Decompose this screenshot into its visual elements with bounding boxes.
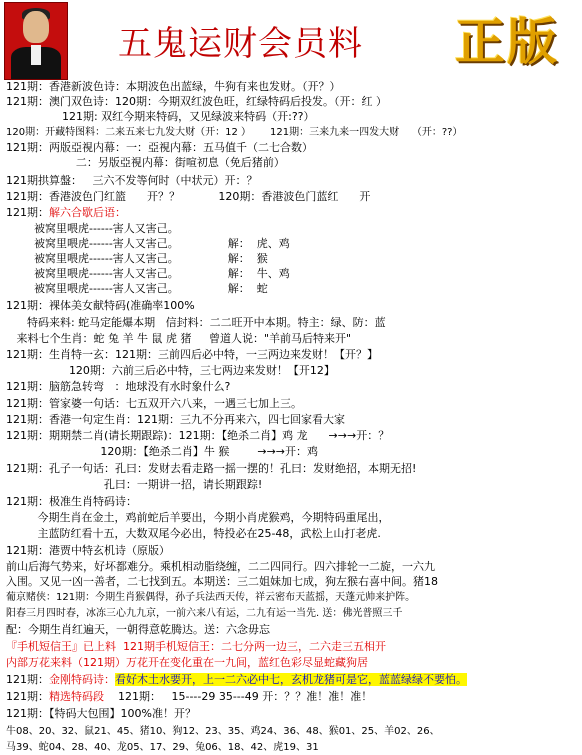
text-line: 121期：生肖特一玄：121期：三前四后必中特，一三两边来发财！【开？】 <box>6 348 378 361</box>
text-line: 二：另版亞視内幕：街喧初息（免后猪前） <box>6 156 285 169</box>
text-line: 120期：开藏特图料：二来五来七九发大财（开：12 ） 121期：三来九来一四发大财 （开：??） <box>6 127 463 138</box>
text-line: 120期：六前三后必中特，三七两边来发财！【开12】 <box>6 364 335 377</box>
section-label: 121期： <box>6 206 49 219</box>
section-heading: 金刚特码诗： <box>49 673 115 686</box>
text-line: 121期：管家婆一句话：七五双开六八来，一遇三七加上三。 <box>6 397 302 410</box>
text-line: 特码来料: 蛇马定能爆本期 信封料：二二旺开中本期。特主：绿、防：蓝 <box>6 316 386 329</box>
section-label: 121期： <box>6 673 49 686</box>
text-line: 121期：裸体美女献特码(准确率100% <box>6 299 195 312</box>
text-line: 121期：【特码大包围】100%准！开？ <box>6 707 196 720</box>
text-line: 被窝里喂虎------害人又害己。 解： 虎、鸡 <box>6 237 290 250</box>
text-line: 今期生肖在金土，鸡前蛇后羊要出，今期小肖虎猴鸡，今期特码重尾出， <box>6 511 390 524</box>
text-line: 121期：脑筋急转弯 ：地球没有水时象什么? <box>6 380 231 393</box>
section-label: 121期： <box>6 690 49 703</box>
portrait-face <box>23 11 49 43</box>
text-line: 121期：澳门双色诗：120期：今期双红波色旺，红绿特码后投发。（开：红 ） <box>6 95 387 108</box>
authentic-badge: 正版 <box>455 12 559 71</box>
section-body: 121期： 15----29 35---49 开：？？准！准！准！ <box>104 690 373 703</box>
text-line: 被窝里喂虎------害人又害己。 解： 蛇 <box>6 282 268 295</box>
text-line: 阳春三月四时春，冰冻三心九九京，一前六来八有运，二九有运一当先. 送：佛光普照三千 <box>6 608 403 619</box>
text-line: 牛08、20、32、鼠21、45、猪10、狗12、23、35、鸡24、36、48、猴01、25、羊02、26、 <box>6 726 440 737</box>
text-line: 121期：孔子一句话：孔曰：发财去看走路一摇一摆的！孔曰：发财绝招，本期无招! <box>6 462 417 475</box>
portrait-photo <box>4 2 68 80</box>
page-header <box>0 0 582 80</box>
text-line: 被窝里喂虎------害人又害己。 <box>6 222 179 235</box>
text-line: 121期: 双红今期来特码，又见绿波来特码（开:??） <box>6 110 315 123</box>
text-line: 被窝里喂虎------害人又害己。 解： 猴 <box>6 252 268 265</box>
text-line: 内部万花来料（121期）万花开在变化重在一九间，蓝红色彩尽显蛇藏狗居 <box>6 656 368 669</box>
text-line: 主蓝防红看十五，大数双尾今必出，特投必在25-48，武松上山打老虎. <box>6 527 381 540</box>
text-line: 入围。又见一凶一善者，二七找到五。本期送：三二姐妹加七成，狗左猴右喜中间。猪18 <box>6 575 438 588</box>
text-line <box>6 690 372 704</box>
text-line: 『手机短信王』已上料 121期手机短信王：二七分两一边三，二六走三五相开 <box>6 640 386 653</box>
text-line <box>6 673 467 687</box>
text-line: 120期：【绝杀二肖】牛 猴 →→→开：鸡 <box>6 445 319 458</box>
text-line: 马39、蛇04、28、40、龙05、17、29、兔06、18、42、虎19、31 <box>6 742 319 753</box>
text-line: 前山后海气势来，好坏都难分。乘机相动脂绕缠，二二四同行。四六排轮一二旋，一六九 <box>6 560 435 573</box>
text-line: 葡京赌侠：121期：今期生肖猴偶得，孙子兵法西天传，祥云密布天蓝摇，天蓬元帅来护阵。 <box>6 592 416 603</box>
text-line: 配：今期生肖红遍天，一朝得意乾腾达。送：六念毋忘 <box>6 623 270 636</box>
text-line: 121期：港贾中特玄机诗（原版） <box>6 544 170 557</box>
text-line: 121期：香港波色门红篮 开？？ 120期：香港波色门蓝红 开 <box>6 190 371 203</box>
section-heading: 精选特码段 <box>49 690 104 703</box>
text-line: 121期：极准生肖特码诗： <box>6 495 137 508</box>
text-line: 121期：期期禁二肖(请长期跟踪)：121期：【绝杀二肖】鸡 龙 →→→开：？ <box>6 429 390 442</box>
text-line: 121期：香港一句定生肖：121期：三九不分再来六，四七回家看大家 <box>6 413 345 426</box>
section-heading: 解六合歇后语： <box>49 206 126 219</box>
text-line: 121期：两版亞視内幕：一：亞視内幕：五马值千（二七合数） <box>6 141 313 154</box>
portrait-shirt <box>31 45 41 65</box>
text-line: 来料七个生肖：蛇 兔 羊 牛 鼠 虎 猪 曾道人说："羊前马后特来开" <box>6 332 352 345</box>
text-line: 被窝里喂虎------害人又害己。 解： 牛、鸡 <box>6 267 290 280</box>
text-line <box>6 206 126 220</box>
text-line: 孔曰：一期讲一招，请长期跟踪! <box>6 478 263 491</box>
text-line: 121期：香港新波色诗：本期波色出蓝绿，牛狗有来也发财。（开？） <box>6 80 341 93</box>
page-title: 五鬼运财会员料 <box>118 24 363 64</box>
highlighted-poem: 看好木土水要开，上一二六必中七，玄机龙猪可是它，蓝蓝绿绿不要怕。 <box>115 673 467 686</box>
text-line: 121期拱算盤： 三六不发等何时（中状元）开：？ <box>6 174 258 187</box>
